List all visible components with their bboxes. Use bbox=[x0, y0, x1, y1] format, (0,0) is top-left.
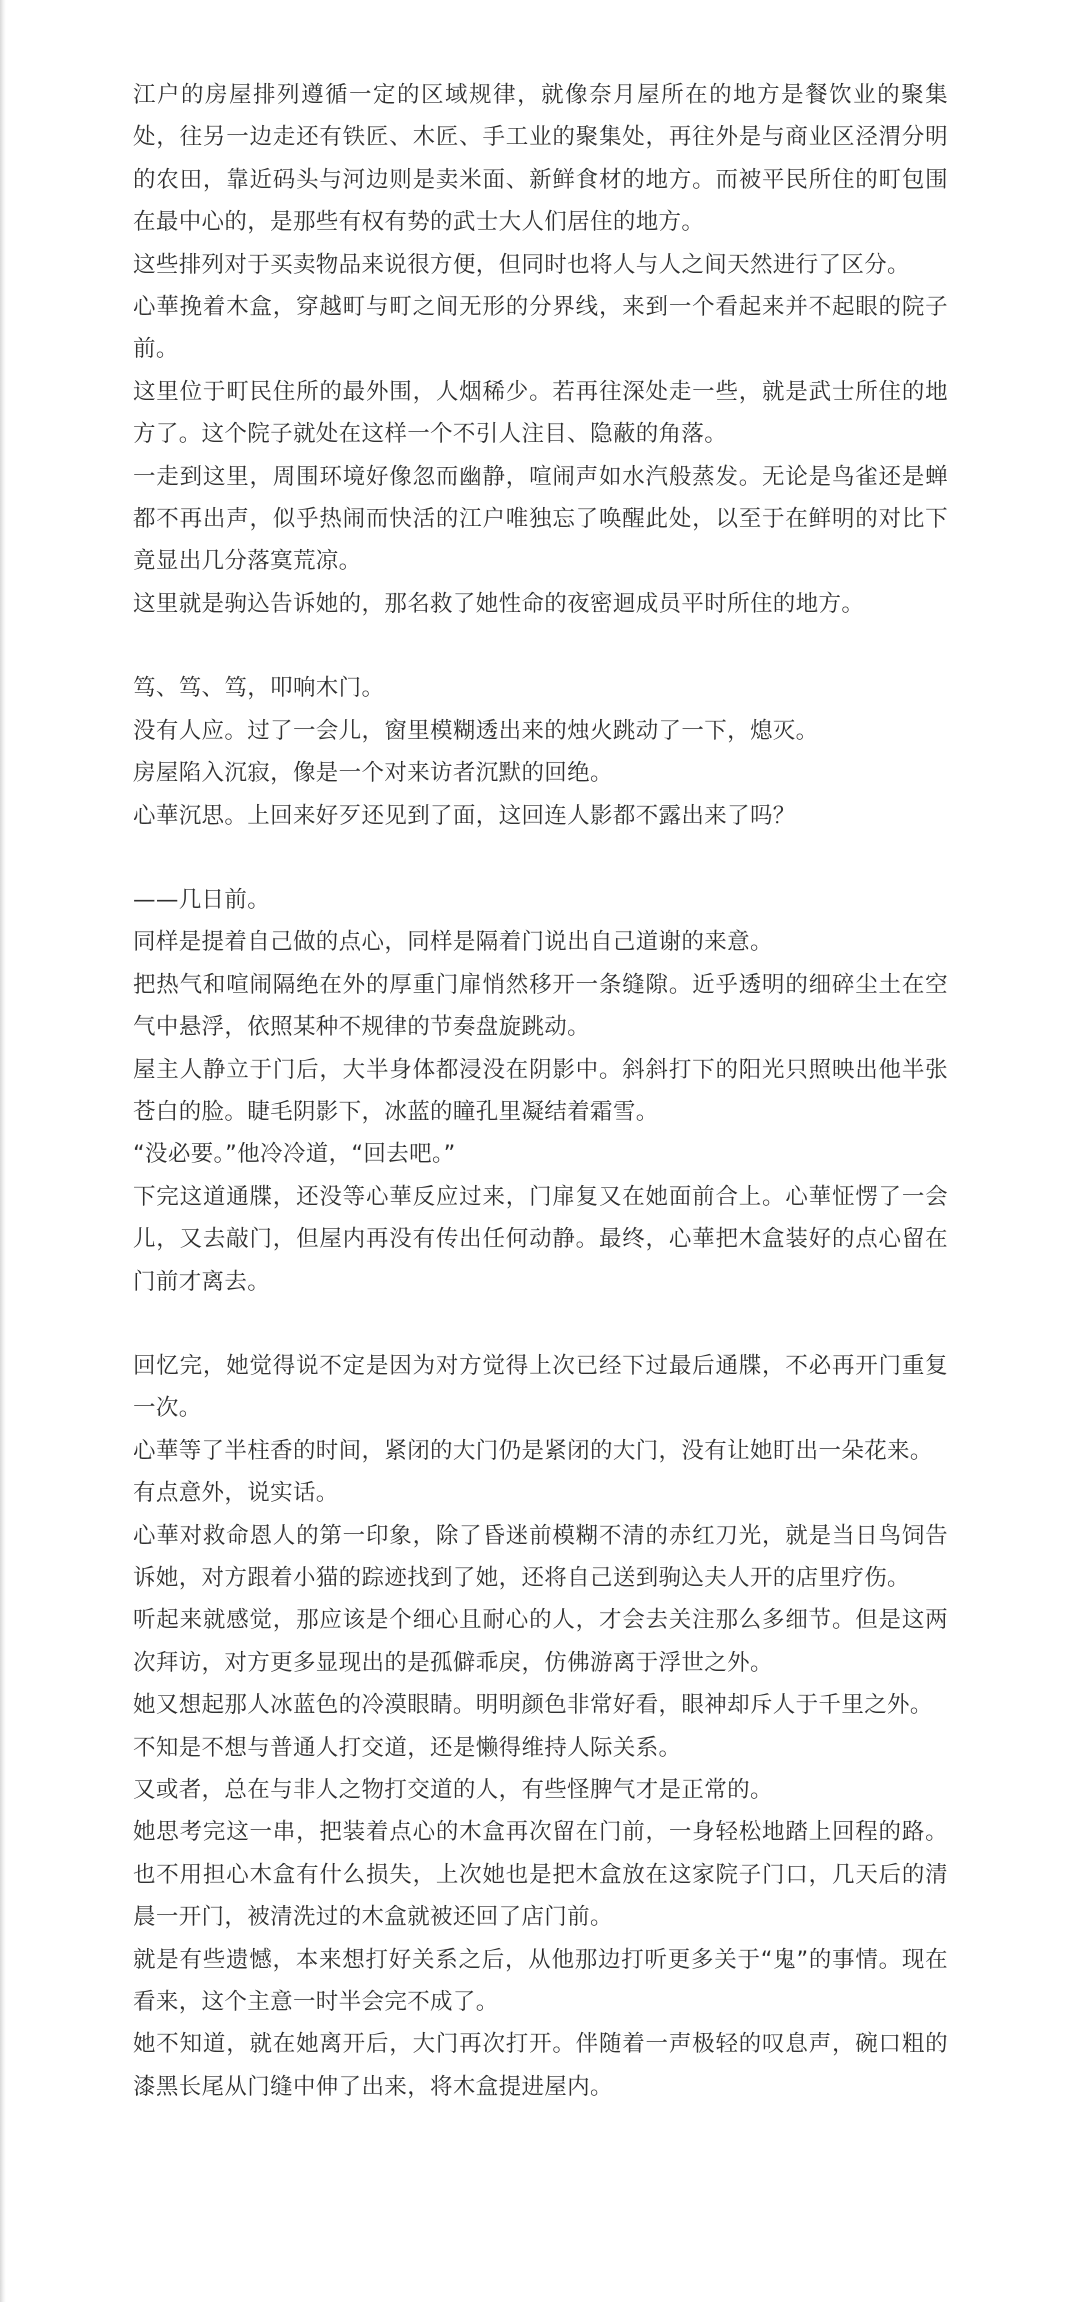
paragraph-spacer bbox=[133, 837, 948, 879]
paragraph-spacer bbox=[133, 1303, 948, 1345]
paragraph-attentive-person: 听起来就感觉，那应该是个细心且耐心的人，才会去关注那么多细节。但是这两次拜访，对方更多显现出的是孤僻乖戾，仿佛游离于浮世之外。 bbox=[133, 1607, 948, 1676]
paragraph-door-opens: 把热气和喧闹隔绝在外的厚重门扉悄然移开一条缝隙。近乎透明的细碎尘土在空气中悬浮，依照某种不规律的节奏盘旋跳动。 bbox=[133, 971, 948, 1041]
paragraph-first-impression: 心華对救命恩人的第一印象，除了昏迷前模糊不清的赤红刀光，就是当日鸟饲告诉她，对方跟着小猫的踪迹找到了她，还将自己送到驹込夫人开的店里疗伤。 bbox=[133, 1522, 948, 1591]
paragraph-leave-box: 她思考完这一串，把装着点心的木盒再次留在门前，一身轻松地踏上回程的路。也不用担心木盒有什么损失，上次她也是把木盒放在这家院子门口，几天后的清晨一开门，被清洗过的木盒就被还回了店门前。 bbox=[133, 1819, 948, 1931]
paragraph-regret: 就是有些遗憾，本来想打好关系之后，从他那边打听更多关于“鬼”的事情。现在看来，这个主意一时半会完不成了。 bbox=[133, 1946, 948, 2016]
document-body bbox=[133, 74, 948, 2108]
paragraph-waiting: 心華等了半柱香的时间，紧闭的大门仍是紧闭的大门，没有让她盯出一朵花来。 bbox=[133, 1437, 933, 1464]
paragraph-quiet-surroundings: 一走到这里，周围环境好像忽而幽静，喧闹声如水汽般蒸发。无论是鸟雀还是蝉都不再出声，似乎热闹而快活的江户唯独忘了唤醒此处，以至于在鲜明的对比下竟显出几分落寞荒凉。 bbox=[133, 463, 948, 575]
paragraph-residence: 这里就是驹込告诉她的，那名救了她性命的夜密迴成员平时所住的地方。 bbox=[133, 590, 865, 617]
paragraph-host-in-shadow: 屋主人静立于门后，大半身体都浸没在阴影中。斜斜打下的阳光只照映出他半张苍白的脸。睫毛阴影下，冰蓝的瞳孔里凝结着霜雪。 bbox=[133, 1056, 948, 1125]
paragraph-ponder: 心華沉思。上回来好歹还见到了面，这回连人影都不露出来了吗？ bbox=[133, 802, 796, 829]
paragraph-separation: 这些排列对于买卖物品来说很方便，但同时也将人与人之间天然进行了区分。 bbox=[133, 251, 910, 278]
paragraph-surprise: 有点意外，说实话。 bbox=[133, 1480, 339, 1507]
paragraph-knock: 笃、笃、笃，叩响木门。 bbox=[133, 675, 385, 702]
paragraph-spacer bbox=[133, 625, 948, 667]
paragraph-arrive-courtyard: 心華挽着木盒，穿越町与町之间无形的分界线，来到一个看起来并不起眼的院子前。 bbox=[133, 294, 948, 363]
paragraph-district-layout: 江户的房屋排列遵循一定的区域规律，就像奈月屋所在的地方是餐饮业的聚集处，往另一边走还有铁匠、木匠、手工业的聚集处，再往外是与商业区泾渭分明的农田，靠近码头与河边则是卖米面、新鲜食材的地方。而被平民所住的町包围在最中心的，是那些有权有势的武士大人们居住的地方。 bbox=[133, 82, 948, 236]
paragraph-flashback-marker: ——几日前。 bbox=[133, 886, 271, 913]
paragraph-unsociable: 不知是不想与普通人打交道，还是懒得维持人际关系。 bbox=[133, 1734, 682, 1761]
paragraph-outskirts: 这里位于町民住所的最外围，人烟稀少。若再往深处走一些，就是武士所住的地方了。这个院子就处在这样一个不引人注目、隐蔽的角落。 bbox=[133, 378, 948, 448]
paragraph-same-visit: 同样是提着自己做的点心，同样是隔着门说出自己道谢的来意。 bbox=[133, 929, 773, 956]
paragraph-no-answer: 没有人应。过了一会儿，窗里模糊透出来的烛火跳动了一下，熄灭。 bbox=[133, 717, 819, 744]
paragraph-ice-blue-eyes: 她又想起那人冰蓝色的冷漠眼睛。明明颜色非常好看，眼神却斥人于千里之外。 bbox=[133, 1692, 933, 1719]
paragraph-recollection-end: 回忆完，她觉得说不定是因为对方觉得上次已经下过最后通牒，不必再开门重复一次。 bbox=[133, 1352, 948, 1422]
page-left-edge bbox=[0, 0, 6, 2302]
paragraph-black-tail: 她不知道，就在她离开后，大门再次打开。伴随着一声极轻的叹息声，碗口粗的漆黑长尾从门缝中伸了出来，将木盒提进屋内。 bbox=[133, 2031, 948, 2100]
paragraph-silence: 房屋陷入沉寂，像是一个对来访者沉默的回绝。 bbox=[133, 760, 613, 787]
paragraph-strange-temper: 又或者，总在与非人之物打交道的人，有些怪脾气才是正常的。 bbox=[133, 1777, 773, 1804]
paragraph-dialogue: “没必要。”他冷冷道，“回去吧。” bbox=[133, 1141, 456, 1168]
paragraph-door-closes: 下完这道通牒，还没等心華反应过来，门扉复又在她面前合上。心華怔愣了一会儿，又去敲门，但屋内再没有传出任何动静。最终，心華把木盒装好的点心留在门前才离去。 bbox=[133, 1183, 948, 1295]
